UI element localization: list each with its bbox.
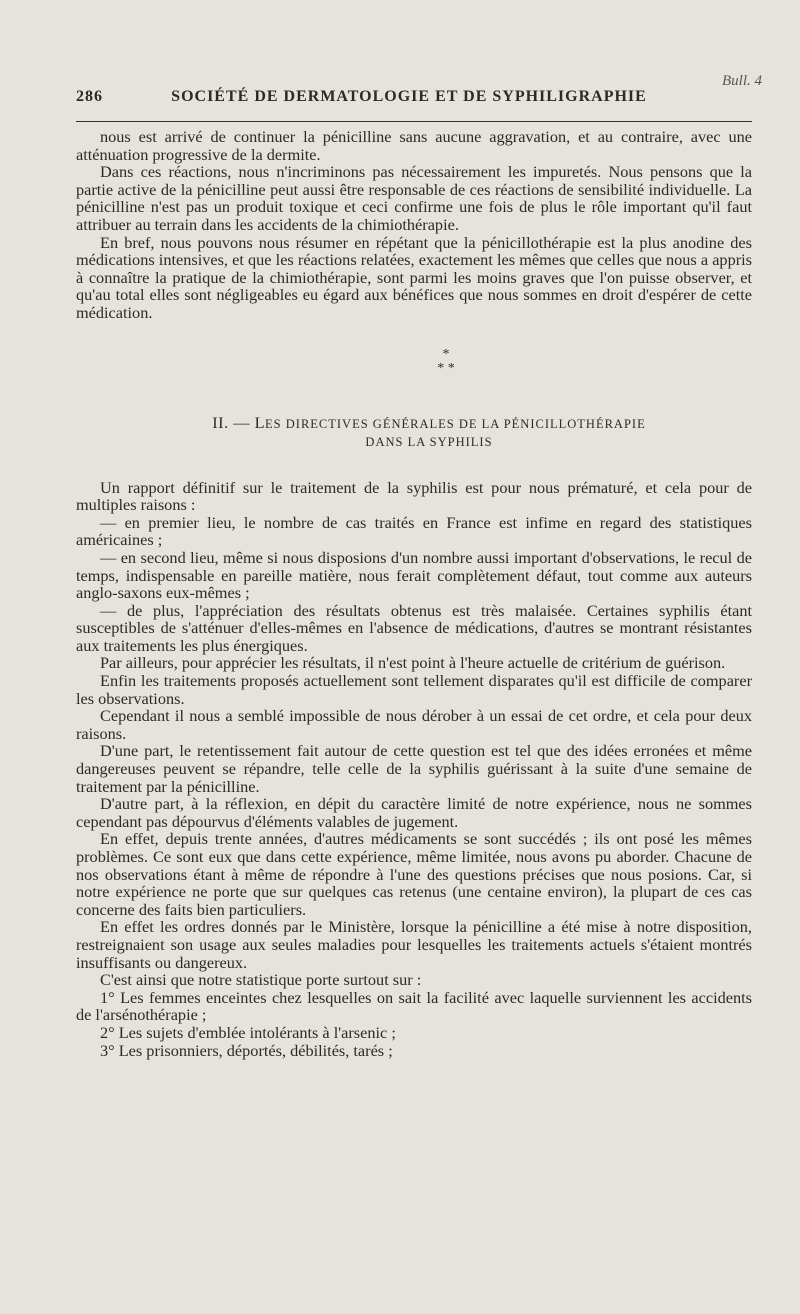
paragraph: — en second lieu, même si nous disposions d'un nombre aussi important d'observations, le recul de temps, indispensable en pareille matière, nous ferait complètement défaut, tout comme aux auteurs anglo-saxons eux-mêmes ; (76, 547, 752, 603)
paragraph: nous est arrivé de continuer la pénicilline sans aucune aggravation, et au contraire, avec une atténuation progressive de la dermite. (76, 127, 752, 164)
paragraph: Par ailleurs, pour apprécier les résultats, il n'est point à l'heure actuelle de critérium de guérison. (100, 653, 726, 673)
paragraph: En effet les ordres donnés par le Ministère, lorsque la pénicilline a été mise à notre disposition, restreignaient son usage aux seules maladies pour lesquelles les traitements actuels s'étaient montrés insuffisants ou dangereux. (76, 917, 752, 972)
paragraph: D'une part, le retentissement fait autour de cette question est tel que des idées erronées et même dangereuses peuvent se répandre, telle celle de la syphilis guérissant à la suite d'une semaine de traitement par la pénicilline. (76, 741, 752, 796)
paragraph: Dans ces réactions, nous n'incriminons pas nécessairement les impuretés. Nous pensons que la partie active de la pénicilline peut aussi être responsable de ces réactions de sensibilité individuelle. La pénicilline n'est pas un produit toxique et ceci confirme une fois de plus le rôle important qu'il faut attribuer au terrain dans les accidents de la chimiothérapie. (76, 162, 752, 234)
page-number: 286 (76, 88, 103, 105)
paragraph: — en premier lieu, le nombre de cas traités en France est infime en regard des statistiques américaines ; (76, 512, 752, 550)
section-separator (140, 348, 752, 376)
running-header (76, 88, 752, 106)
list-item: 2° Les sujets d'emblée intolérants à l'arsenic ; (100, 1022, 396, 1042)
paragraph: D'autre part, à la réflexion, en dépit du caractère limité de notre expérience, nous ne sommes cependant pas dépourvus d'éléments valables de jugement. (76, 794, 752, 831)
heading-line-2: DANS LA SYPHILIS (365, 434, 493, 449)
separator-stars: * * (437, 360, 455, 376)
paragraph: Cependant il nous a semblé impossible de nous dérober à un essai de cet ordre, et cela pour deux raisons. (76, 706, 752, 743)
paragraph: En bref, nous pouvons nous résumer en répétant que la pénicillothérapie est la plus anodine des médications intensives, et que les réactions relatées, exactement les mêmes que celles que nous a appris à connaître la pratique de la chimiothérapie, sont parmi les moins graves que l'on puisse observer, et qu'au total elles sont négligeables eu égard aux bénéfices que nous sommes en droit d'espérer de cette médication. (76, 232, 752, 322)
list-item: 1° Les femmes enceintes chez lesquelles on sait la facilité avec laquelle surviennent les accidents de l'arsénothérapie ; (76, 987, 752, 1025)
section-heading (106, 414, 752, 451)
margin-note: Bull. 4 (722, 73, 762, 89)
paragraph: — de plus, l'appréciation des résultats obtenus est très malaisée. Certaines syphilis étant susceptibles de s'atténuer d'elles-mêmes en l'absence de médications, d'autres se montrant résistantes aux traitements les plus énergiques. (76, 600, 752, 655)
body-text (76, 128, 752, 1059)
separator-star: * (442, 346, 450, 362)
paragraph: Enfin les traitements proposés actuellement sont tellement disparates qu'il est difficile de comparer les observations. (76, 671, 752, 708)
paragraph: Un rapport définitif sur le traitement de la syphilis est pour nous prématuré, et cela pour de multiples raisons : (76, 477, 752, 515)
journal-title: SOCIÉTÉ DE DERMATOLOGIE ET DE SYPHILIGRAPHIE (171, 88, 647, 105)
heading-prefix: II. — L (212, 412, 266, 432)
paragraph: En effet, depuis trente années, d'autres médicaments se sont succédés ; ils ont posé les mêmes problèmes. Ce sont eux que dans cette expérience, même limitée, nous avons pu aborder. Chacune de nos observations étant à même de répondre à l'une des questions précises que nous posions. Car, si notre expérience ne porte que sur quelques cas retenus (une centaine environ), la plupart de ces cas concerne des faits bien particuliers. (76, 829, 752, 919)
paragraph: C'est ainsi que notre statistique porte surtout sur : (100, 970, 422, 990)
header-rule (76, 121, 752, 122)
heading-rest: ES DIRECTIVES GÉNÉRALES DE LA PÉNICILLOTHÉRAPIE (265, 416, 646, 431)
list-item: 3° Les prisonniers, déportés, débilités, tarés ; (100, 1040, 393, 1060)
